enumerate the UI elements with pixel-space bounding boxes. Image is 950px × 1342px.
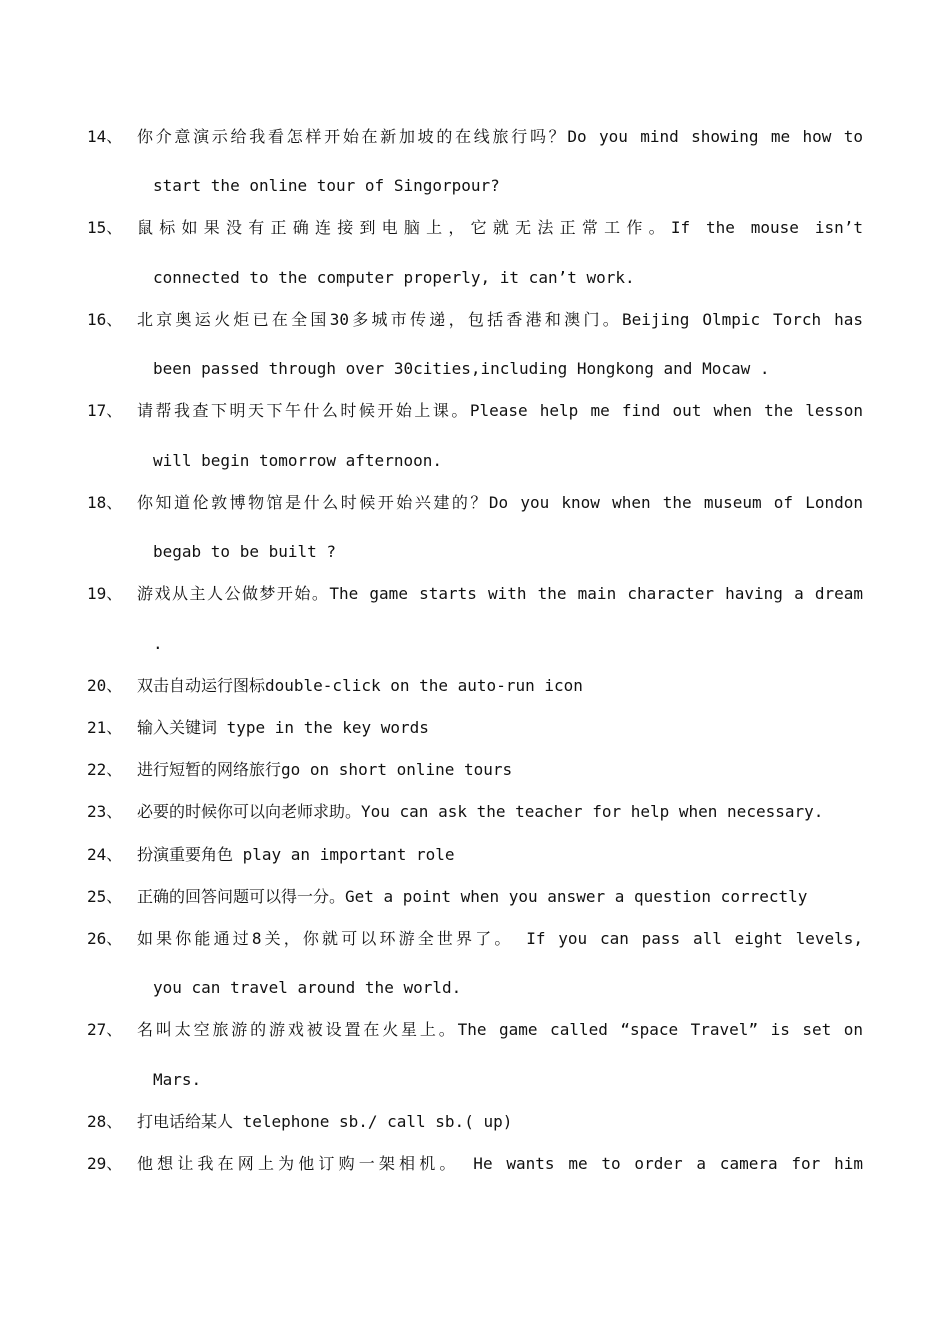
item-number: 22、 <box>87 760 123 779</box>
item-text-line: connected to the computer properly, it can’t work. <box>153 268 635 287</box>
item-text-line: 名叫太空旅游的游戏被设置在火星上。The game called “space Travel” is set on <box>137 1020 863 1039</box>
item-text-line: 请帮我查下明天下午什么时候开始上课。Please help me find out when the lesson <box>137 401 863 420</box>
item-number: 20、 <box>87 676 123 695</box>
item-text-line: 必要的时候你可以向老师求助。You can ask the teacher for help when necessary. <box>137 802 824 821</box>
item-number: 25、 <box>87 887 123 906</box>
item-text-line: 他想让我在网上为他订购一架相机。 He wants me to order a camera for him <box>137 1154 863 1173</box>
item-text-line: . <box>153 634 163 653</box>
item-text-line: 北京奥运火炬已在全国30多城市传递，包括香港和澳门。Beijing Olmpic Torch has <box>137 310 863 329</box>
item-text-line: Mars. <box>153 1070 202 1089</box>
item-text-line: start the online tour of Singorpour? <box>153 176 500 195</box>
item-text-line: 双击自动运行图标double-click on the auto-run icon <box>137 676 583 695</box>
item-number: 16、 <box>87 310 123 329</box>
item-number: 28、 <box>87 1112 123 1131</box>
item-text-line: 打电话给某人 telephone sb./ call sb.( up) <box>137 1112 513 1131</box>
item-number: 24、 <box>87 845 123 864</box>
item-number: 21、 <box>87 718 123 737</box>
item-number: 15、 <box>87 218 123 237</box>
item-number: 19、 <box>87 584 123 603</box>
item-number: 27、 <box>87 1020 123 1039</box>
item-number: 17、 <box>87 401 123 420</box>
item-number: 14、 <box>87 127 123 146</box>
item-number: 26、 <box>87 929 123 948</box>
item-text-line: will begin tomorrow afternoon. <box>153 451 442 470</box>
item-number: 23、 <box>87 802 123 821</box>
item-text-line: begab to be built ? <box>153 542 337 561</box>
item-text-line: 扮演重要角色 play an important role <box>137 845 455 864</box>
item-number: 29、 <box>87 1154 123 1173</box>
item-text-line: 鼠标如果没有正确连接到电脑上，它就无法正常工作。If the mouse isn’t <box>137 218 863 237</box>
item-text-line: 输入关键词 type in the key words <box>137 718 429 737</box>
item-number: 18、 <box>87 493 123 512</box>
item-text-line: 游戏从主人公做梦开始。The game starts with the main character having a dream <box>137 584 863 603</box>
item-text-line: 进行短暂的网络旅行go on short online tours <box>137 760 513 779</box>
item-text-line: you can travel around the world. <box>153 978 462 997</box>
item-text-line: 正确的回答问题可以得一分。Get a point when you answer a question correctly <box>137 887 808 906</box>
item-text-line: been passed through over 30cities,including Hongkong and Mocaw . <box>153 359 770 378</box>
item-text-line: 你知道伦敦博物馆是什么时候开始兴建的？Do you know when the museum of London <box>137 493 863 512</box>
item-text-line: 你介意演示给我看怎样开始在新加坡的在线旅行吗？Do you mind showing me how to <box>137 127 863 146</box>
item-text-line: 如果你能通过8关，你就可以环游全世界了。 If you can pass all eight levels, <box>137 929 863 948</box>
